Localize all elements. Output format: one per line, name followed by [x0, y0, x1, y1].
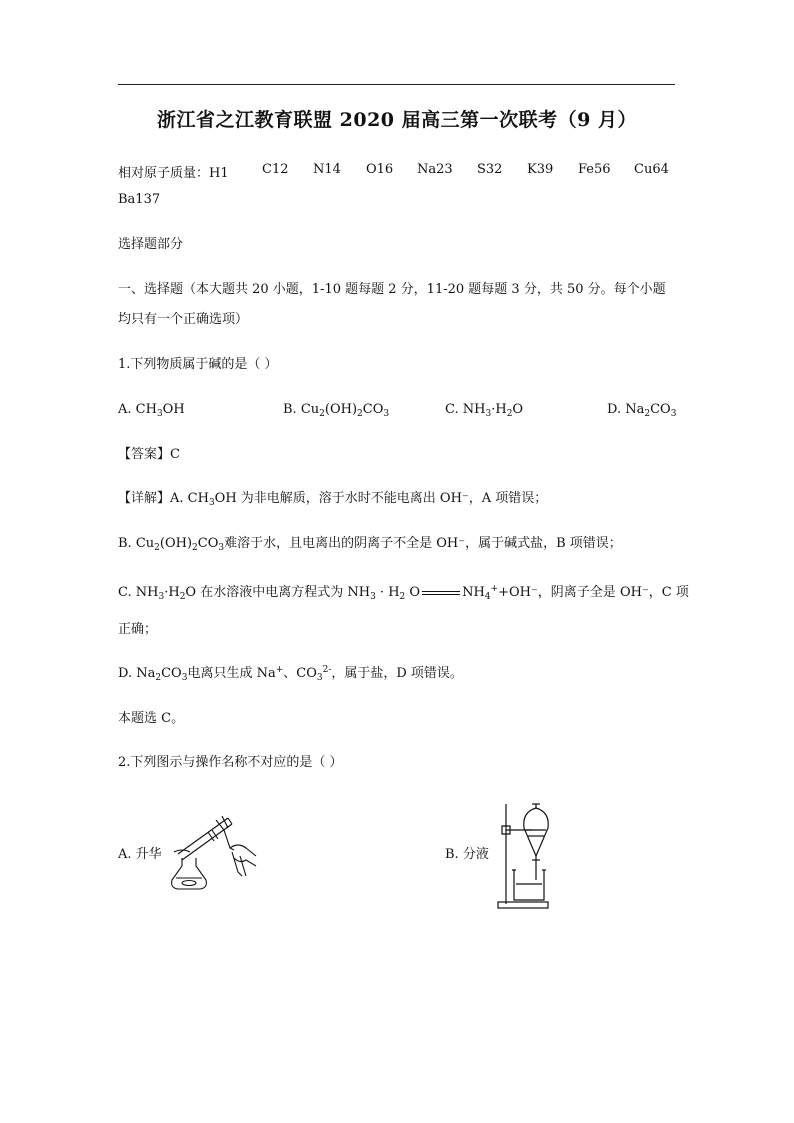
section-label: 选择题部分	[118, 237, 184, 252]
atomic-mass-item: Na23	[417, 162, 453, 177]
atomic-mass-item: S32	[477, 162, 503, 177]
option-c: C. $NH_3\cdot H_2O$	[445, 402, 524, 419]
header-rule	[118, 84, 675, 85]
page-title: 浙江省之江教育联盟 2020 届高三第一次联考（9 月）	[157, 109, 637, 131]
atomic-mass-item: C12	[262, 162, 289, 177]
sublimation-apparatus-figure	[168, 812, 260, 894]
explanation-line: C. $NH_3\cdot H_2O$ 在水溶液中电离方程式为 $NH_3 \cdot H_2$ O $NH_4^++OH^-$，阴离子全是 OH⁻，C 项	[118, 584, 689, 602]
explanation-line: B. $Cu_2(OH)_2CO_3$难溶于水，且电离出的阴离子不全是 OH⁻，属于碱式盐，B 项错误；	[118, 536, 622, 553]
explanation-line: 正确；	[118, 622, 158, 637]
option-a: A. $CH_3OH$	[118, 402, 185, 419]
atomic-mass-item: K39	[527, 162, 554, 177]
conclusion: 本题选 C。	[118, 711, 185, 726]
option-b: B. $Cu_2(OH)_2CO_3$	[283, 402, 390, 419]
question-stem: 2.下列图示与操作名称不对应的是（ ）	[118, 755, 343, 770]
option-d: D. $Na_2CO_3$	[607, 402, 677, 419]
atomic-mass-label: 相对原子质量：H1	[118, 166, 229, 181]
explanation-line: D. $Na_2CO_3$电离只生成 Na+、$CO_3^{2-}$，属于盐，D 项错误。	[118, 665, 463, 683]
atomic-mass-item: Ba137	[118, 192, 161, 207]
question-stem: 1.下列物质属于碱的是（ ）	[118, 357, 278, 372]
atomic-mass-item: Cu64	[634, 162, 669, 177]
option-a: A. 升华	[118, 847, 162, 862]
answer: 【答案】C	[118, 447, 180, 462]
atomic-mass-item: O16	[366, 162, 394, 177]
separatory-funnel-figure	[492, 800, 552, 912]
option-b: B. 分液	[445, 847, 489, 862]
explanation-line: 【详解】A. $CH_3OH$ 为非电解质，溶于水时不能电离出 OH⁻，A 项错误；	[118, 491, 548, 508]
atomic-mass-item: N14	[313, 162, 341, 177]
atomic-mass-item: Fe56	[578, 162, 611, 177]
instructions-line: 均只有一个正确选项）	[118, 312, 249, 327]
reversible-arrow-icon	[422, 589, 460, 597]
instructions-line: 一、选择题（本大题共 20 小题，1-10 题每题 2 分，11-20 题每题 3 分，共 50 分。每个小题	[118, 282, 666, 297]
